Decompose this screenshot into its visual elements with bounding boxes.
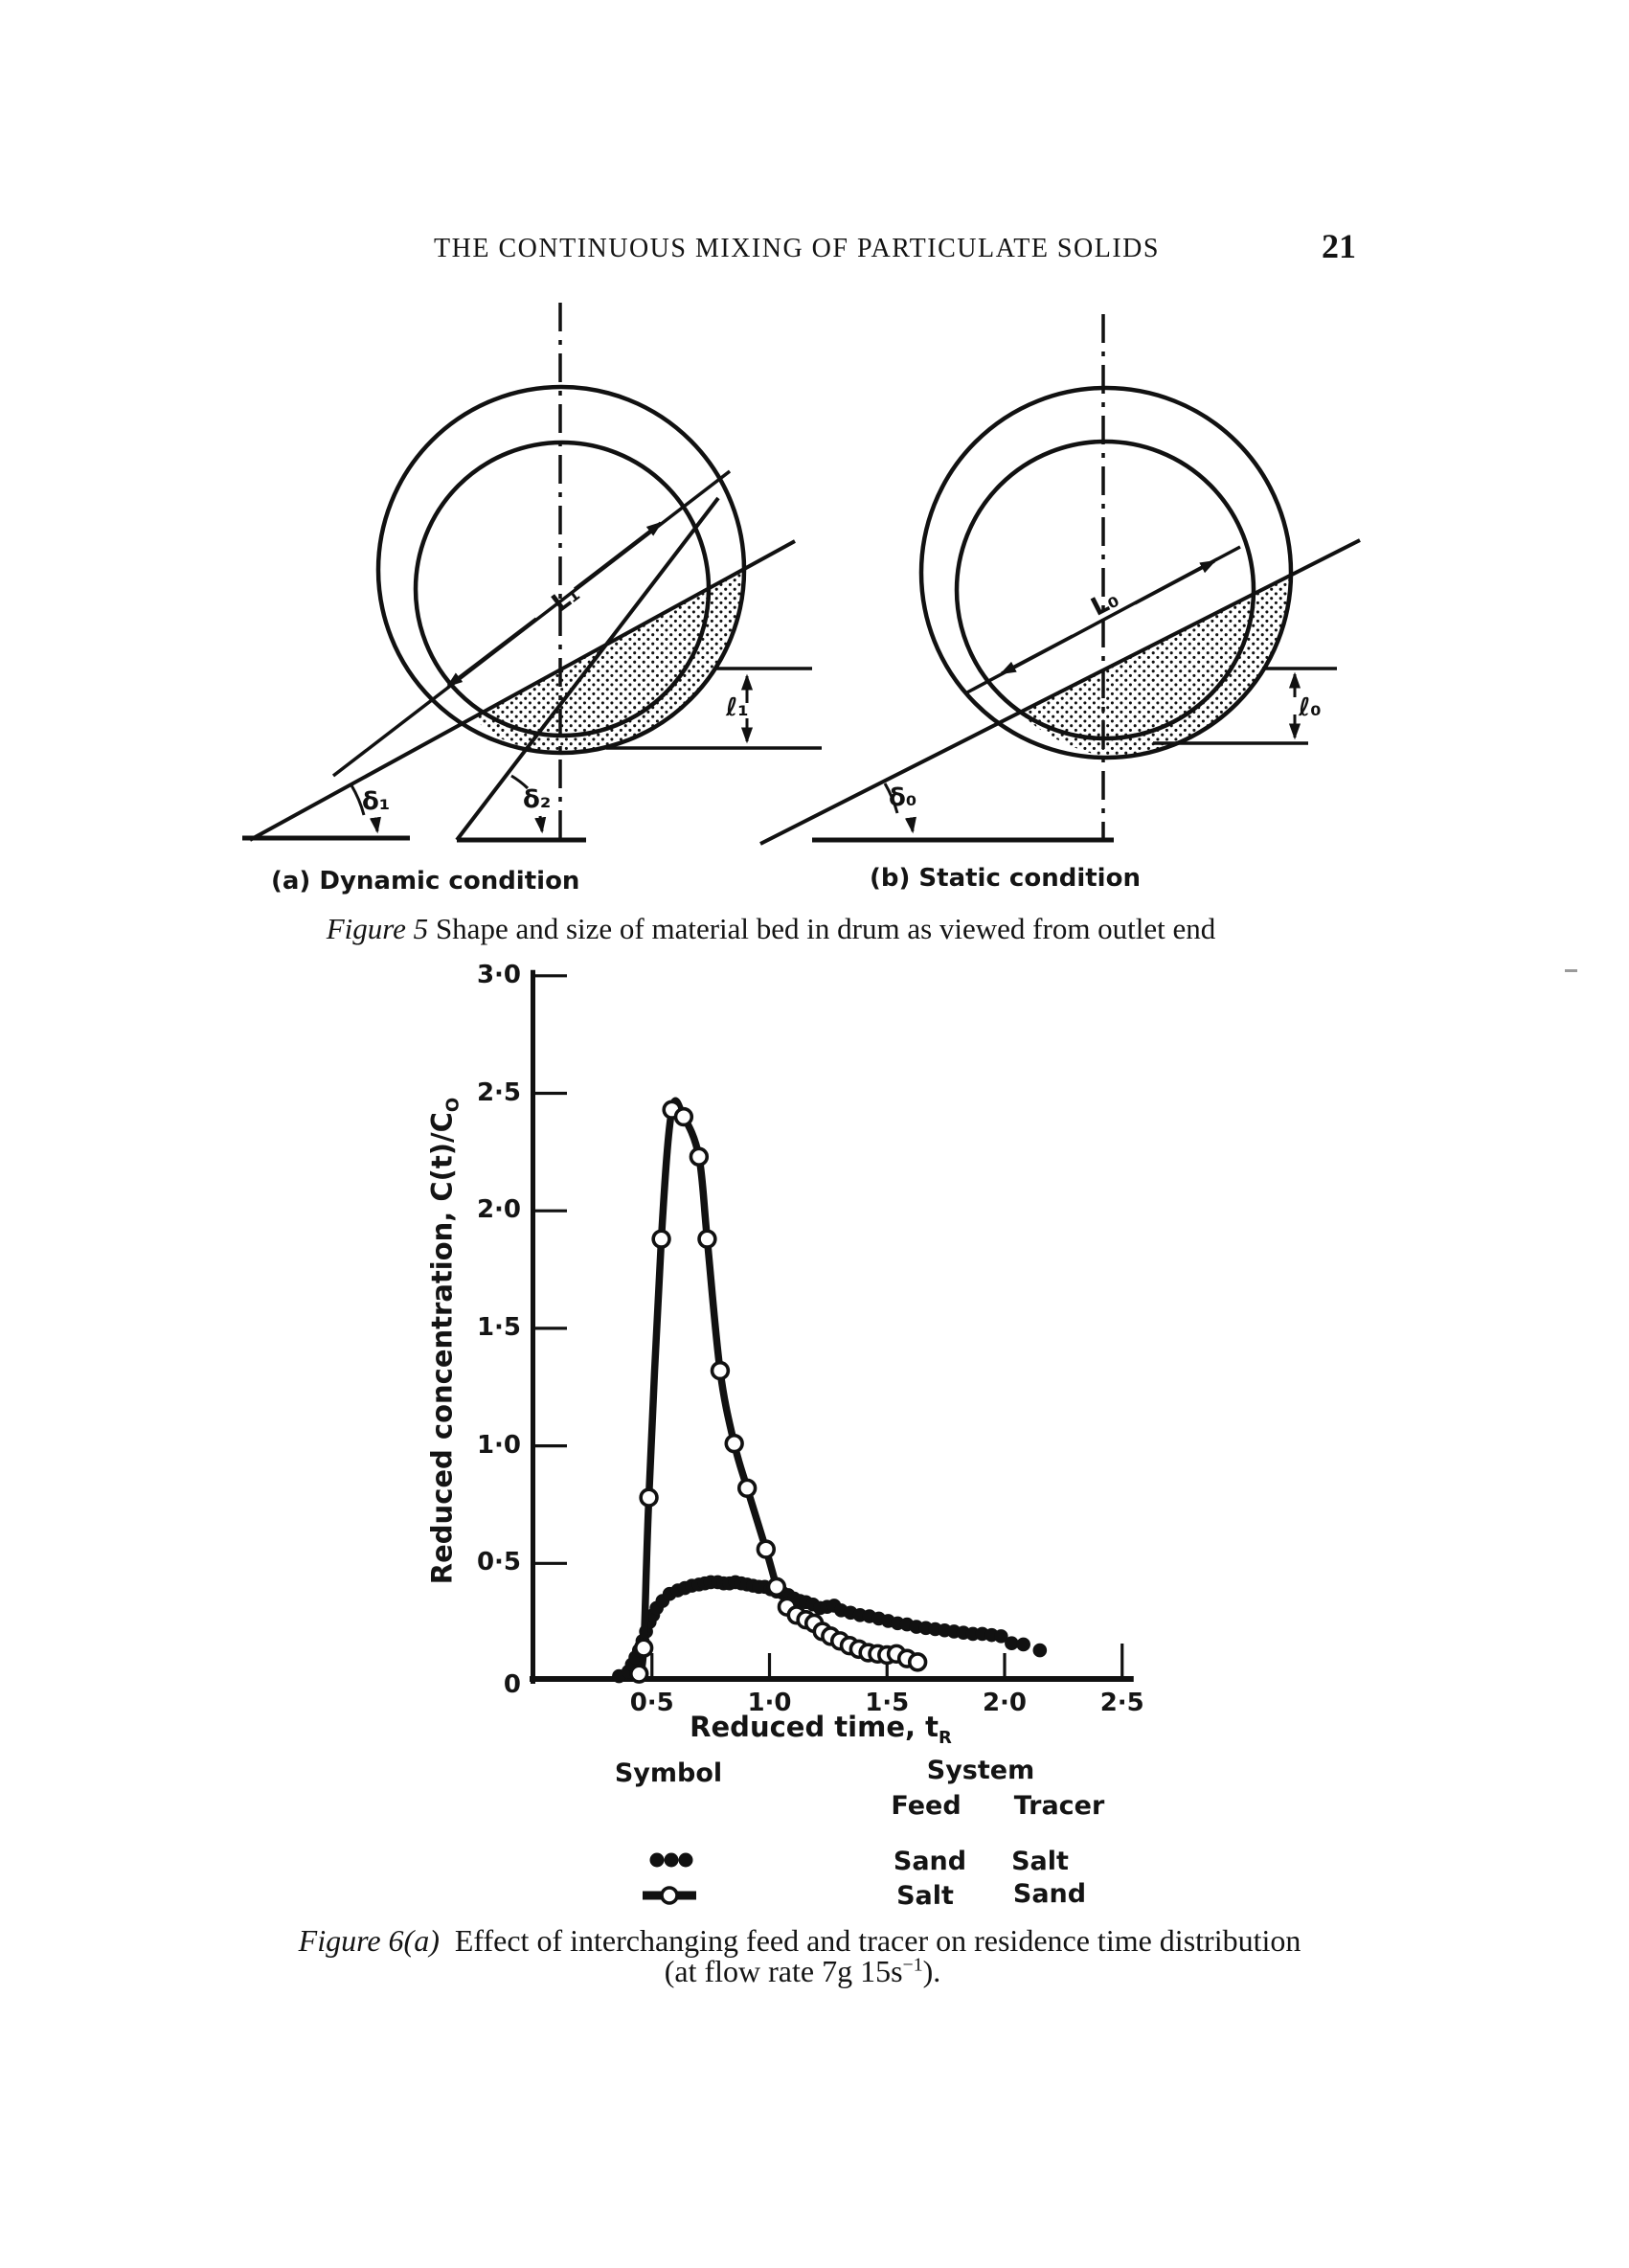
label-delta0: δ₀ bbox=[889, 783, 917, 812]
data-point-open bbox=[690, 1148, 707, 1165]
y-axis-title-text: Reduced concentration, C(t)/C bbox=[425, 1112, 459, 1585]
data-point-open bbox=[699, 1231, 715, 1247]
x-tick-label: 2·0 bbox=[982, 1689, 1028, 1717]
figure5-subcaption-a: (a) Dynamic condition bbox=[271, 867, 580, 896]
legend-row1-tracer: Salt bbox=[1011, 1847, 1069, 1876]
figure6-caption-label: Figure 6(a) bbox=[298, 1923, 440, 1958]
legend-row2-feed: Salt bbox=[896, 1881, 954, 1911]
data-point-open bbox=[631, 1666, 647, 1682]
legend-tracer-header: Tracer bbox=[1013, 1791, 1105, 1821]
data-point-open bbox=[758, 1541, 774, 1557]
label-L0: L₀ bbox=[1086, 584, 1124, 623]
x-tick-label: 1·0 bbox=[747, 1689, 792, 1717]
data-point-open bbox=[910, 1654, 926, 1670]
data-point-open bbox=[726, 1436, 742, 1452]
label-l1-depth: ℓ₁ bbox=[726, 693, 749, 722]
figure5-subcaption-b: (b) Static condition bbox=[870, 864, 1141, 893]
legend-filled-dots-symbol bbox=[679, 1853, 693, 1868]
legend-row2-tracer: Sand bbox=[1012, 1879, 1087, 1909]
data-point-open bbox=[713, 1363, 729, 1379]
data-point-open bbox=[653, 1231, 669, 1247]
y-tick-label: 1·0 bbox=[476, 1430, 521, 1460]
label-l0-depth: ℓ₀ bbox=[1299, 693, 1322, 722]
figure5-caption-text: Shape and size of material bed in drum as viewed from outlet end bbox=[435, 912, 1216, 945]
page-number: 21 bbox=[1322, 227, 1356, 265]
running-header-title: THE CONTINUOUS MIXING OF PARTICULATE SOLIDS bbox=[434, 234, 1160, 263]
data-point-open bbox=[675, 1109, 691, 1125]
x-axis-title bbox=[690, 1711, 952, 1748]
figure6-caption-line2 bbox=[665, 1954, 941, 1989]
scan-artifact-dash bbox=[1565, 969, 1577, 972]
y-tick-label: 0·5 bbox=[476, 1548, 521, 1577]
data-point-open bbox=[641, 1489, 657, 1506]
caption-flow-rate-post: ). bbox=[922, 1954, 941, 1988]
data-point-open bbox=[768, 1578, 784, 1595]
y-tick-label: 2·5 bbox=[476, 1077, 521, 1107]
legend-feed-header: Feed bbox=[891, 1791, 962, 1821]
data-point-filled bbox=[1033, 1644, 1048, 1658]
legend-open-circle-symbol bbox=[662, 1888, 677, 1903]
x-tick-label: 0·5 bbox=[629, 1689, 674, 1717]
x-tick-label: 2·5 bbox=[1099, 1689, 1144, 1717]
label-delta1: δ₁ bbox=[362, 787, 391, 816]
label-delta2: δ₂ bbox=[523, 785, 552, 814]
legend-filled-dots-symbol bbox=[650, 1853, 665, 1868]
legend-filled-dots-symbol bbox=[665, 1853, 679, 1868]
figure6-caption-text: Effect of interchanging feed and tracer on residence time distribution bbox=[454, 1923, 1301, 1958]
caption-flow-rate-pre: (at flow rate 7g 15s bbox=[664, 1954, 903, 1988]
x-axis-title-sub: R bbox=[938, 1727, 952, 1748]
data-point-filled bbox=[1016, 1638, 1030, 1652]
y-tick-label: 2·0 bbox=[476, 1195, 521, 1225]
data-point-open bbox=[739, 1480, 756, 1496]
y-tick-label: 3·0 bbox=[476, 960, 521, 989]
x-tick-label: 1·5 bbox=[865, 1689, 910, 1717]
x-axis-title-text: Reduced time, t bbox=[690, 1711, 939, 1743]
y-axis-title-sub: O bbox=[442, 1097, 464, 1113]
origin-label: 0 bbox=[503, 1670, 521, 1699]
caption-flow-rate-sup: −1 bbox=[902, 1954, 923, 1976]
legend-system-header: System bbox=[926, 1756, 1035, 1785]
label-L1: L₁ bbox=[546, 578, 586, 619]
legend-row1-feed: Sand bbox=[893, 1847, 967, 1876]
data-point-open bbox=[636, 1640, 652, 1656]
figure5-caption-label: Figure 5 bbox=[326, 912, 429, 945]
legend-symbol-header: Symbol bbox=[614, 1758, 723, 1788]
y-tick-label: 1·5 bbox=[476, 1312, 521, 1342]
